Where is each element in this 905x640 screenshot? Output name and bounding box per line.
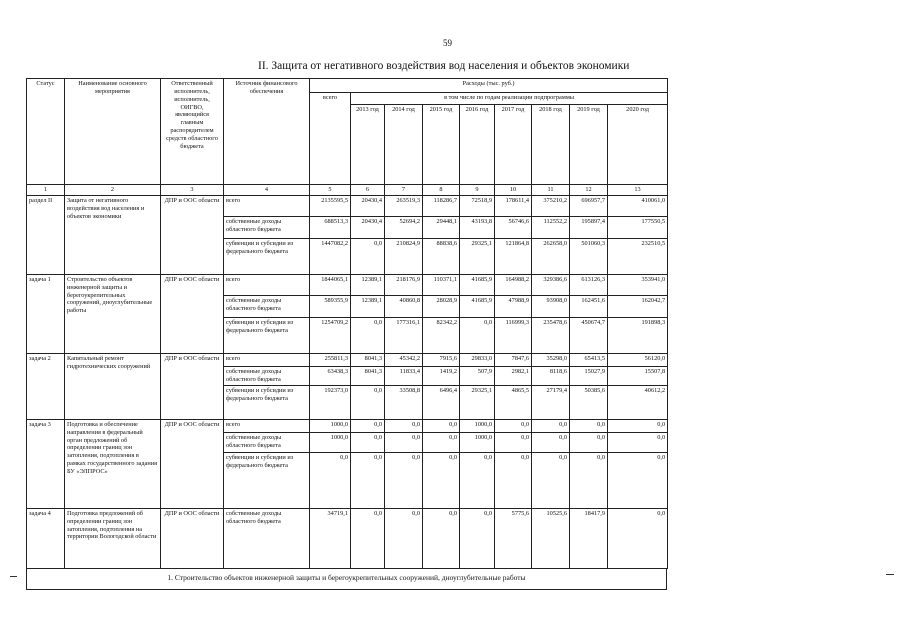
- executor-cell: ДПР и ООС области: [161, 353, 224, 419]
- year-value-cell: 18417,9: [570, 508, 608, 568]
- year-value-cell: 177316,1: [385, 317, 423, 353]
- year-value-cell: 0,0: [608, 432, 668, 452]
- year-value-cell: 88838,6: [423, 238, 460, 274]
- year-value-cell: 50385,6: [570, 385, 608, 419]
- year-value-cell: 0,0: [532, 452, 570, 508]
- header-total: всего: [310, 93, 351, 185]
- total-value-cell: 1000,0: [310, 432, 351, 452]
- year-value-cell: 0,0: [423, 452, 460, 508]
- column-number: 13: [608, 185, 668, 196]
- header-year: 2015 год: [423, 105, 460, 185]
- column-number: 7: [385, 185, 423, 196]
- column-number: 10: [495, 185, 532, 196]
- header-year: 2019 год: [570, 105, 608, 185]
- source-cell: собственные доходы областного бюджета: [224, 216, 310, 238]
- year-value-cell: 0,0: [351, 385, 385, 419]
- year-value-cell: 116999,3: [495, 317, 532, 353]
- year-value-cell: 162451,6: [570, 295, 608, 317]
- year-value-cell: 0,0: [495, 432, 532, 452]
- year-value-cell: 0,0: [351, 317, 385, 353]
- header-year: 2013 год: [351, 105, 385, 185]
- year-value-cell: 29448,1: [423, 216, 460, 238]
- year-value-cell: 35298,0: [532, 353, 570, 366]
- year-value-cell: 29325,1: [460, 385, 495, 419]
- year-value-cell: 501060,3: [570, 238, 608, 274]
- year-value-cell: 0,0: [608, 508, 668, 568]
- year-value-cell: 112552,2: [532, 216, 570, 238]
- year-value-cell: 93908,0: [532, 295, 570, 317]
- source-cell: всего: [224, 274, 310, 295]
- page-number: 59: [443, 38, 452, 48]
- column-number: 6: [351, 185, 385, 196]
- year-value-cell: 613126,3: [570, 274, 608, 295]
- year-value-cell: 8041,3: [351, 353, 385, 366]
- event-name-cell: Подготовка и обеспечение направления в федеральный орган предложений об определении границ зон затопления, подтопления в рамках государственного задания БУ «ЭЛПРОС»: [65, 419, 161, 508]
- header-expenses: Расходы (тыс. руб.): [310, 79, 668, 93]
- source-cell: всего: [224, 195, 310, 216]
- source-cell: всего: [224, 419, 310, 432]
- year-value-cell: 1000,0: [460, 432, 495, 452]
- source-cell: собственные доходы областного бюджета: [224, 432, 310, 452]
- year-value-cell: 41685,9: [460, 274, 495, 295]
- header-main-event: Наименование основного мероприятия: [65, 79, 161, 185]
- column-number: 5: [310, 185, 351, 196]
- year-value-cell: 0,0: [460, 508, 495, 568]
- year-value-cell: 0,0: [532, 432, 570, 452]
- year-value-cell: 0,0: [608, 452, 668, 508]
- total-value-cell: 1844065,1: [310, 274, 351, 295]
- year-value-cell: 177550,5: [608, 216, 668, 238]
- year-value-cell: 12389,1: [351, 295, 385, 317]
- column-number: 1: [27, 185, 65, 196]
- year-value-cell: 1419,2: [423, 366, 460, 385]
- year-value-cell: 20430,4: [351, 195, 385, 216]
- year-value-cell: 43193,8: [460, 216, 495, 238]
- status-cell: раздел II: [27, 195, 65, 274]
- column-number: 4: [224, 185, 310, 196]
- year-value-cell: 56746,6: [495, 216, 532, 238]
- year-value-cell: 15027,9: [570, 366, 608, 385]
- total-value-cell: 34719,1: [310, 508, 351, 568]
- year-value-cell: 218176,9: [385, 274, 423, 295]
- year-value-cell: 5775,6: [495, 508, 532, 568]
- year-value-cell: 41685,9: [460, 295, 495, 317]
- column-number: 11: [532, 185, 570, 196]
- year-value-cell: 82342,2: [423, 317, 460, 353]
- year-value-cell: 0,0: [423, 419, 460, 432]
- footer-row: 1. Строительство объектов инженерной защиты и берегоукрепительных сооружений, дноуглубительные работы: [26, 568, 667, 590]
- table-row: [27, 508, 668, 568]
- source-cell: субвенции и субсидии из федерального бюджета: [224, 452, 310, 508]
- column-number: 3: [161, 185, 224, 196]
- header-status: Статус: [27, 79, 65, 185]
- column-number: 9: [460, 185, 495, 196]
- executor-cell: ДПР и ООС области: [161, 508, 224, 568]
- executor-cell: ДПР и ООС области: [161, 274, 224, 353]
- total-value-cell: 1254709,2: [310, 317, 351, 353]
- year-value-cell: 7847,6: [495, 353, 532, 366]
- year-value-cell: 65413,5: [570, 353, 608, 366]
- year-value-cell: 4865,5: [495, 385, 532, 419]
- year-value-cell: 210824,9: [385, 238, 423, 274]
- column-number: 12: [570, 185, 608, 196]
- year-value-cell: 195897,4: [570, 216, 608, 238]
- total-value-cell: 255811,3: [310, 353, 351, 366]
- table-row: [27, 353, 668, 366]
- year-value-cell: 47988,9: [495, 295, 532, 317]
- table-header: [27, 79, 668, 196]
- year-value-cell: 110371,1: [423, 274, 460, 295]
- event-name-cell: Защита от негативного воздействия вод населения и объектов экономики: [65, 195, 161, 274]
- year-value-cell: 28028,9: [423, 295, 460, 317]
- header-year: 2014 год: [385, 105, 423, 185]
- year-value-cell: 10525,6: [532, 508, 570, 568]
- year-value-cell: 0,0: [385, 432, 423, 452]
- year-value-cell: 40860,8: [385, 295, 423, 317]
- header-by-years: в том числе по годам реализации подпрограммы: [351, 93, 668, 105]
- year-value-cell: 12389,1: [351, 274, 385, 295]
- source-cell: субвенции и субсидии из федерального бюджета: [224, 385, 310, 419]
- source-cell: субвенции и субсидии из федерального бюджета: [224, 238, 310, 274]
- year-value-cell: 0,0: [351, 432, 385, 452]
- header-year: 2017 год: [495, 105, 532, 185]
- year-value-cell: 7915,6: [423, 353, 460, 366]
- year-value-cell: 329386,6: [532, 274, 570, 295]
- status-cell: задача 1: [27, 274, 65, 353]
- executor-cell: ДПР и ООС области: [161, 195, 224, 274]
- source-cell: субвенции и субсидии из федерального бюджета: [224, 317, 310, 353]
- year-value-cell: 0,0: [423, 432, 460, 452]
- table-row: [27, 274, 668, 295]
- year-value-cell: 232510,5: [608, 238, 668, 274]
- status-cell: задача 2: [27, 353, 65, 419]
- year-value-cell: 118286,7: [423, 195, 460, 216]
- year-value-cell: 0,0: [495, 419, 532, 432]
- year-value-cell: 1000,0: [460, 419, 495, 432]
- source-cell: собственные доходы областного бюджета: [224, 295, 310, 317]
- year-value-cell: 0,0: [570, 419, 608, 432]
- total-value-cell: 2135595,5: [310, 195, 351, 216]
- source-cell: собственные доходы областного бюджета: [224, 366, 310, 385]
- header-executor: Ответственный исполнитель, исполнитель, ОИГВО, являющийся главным распорядителем средств областного бюджета: [161, 79, 224, 185]
- source-cell: всего: [224, 353, 310, 366]
- year-value-cell: 0,0: [532, 419, 570, 432]
- year-value-cell: 235478,6: [532, 317, 570, 353]
- table-body: [27, 195, 668, 568]
- edge-mark-right: [886, 574, 894, 575]
- year-value-cell: 0,0: [460, 452, 495, 508]
- status-cell: задача 3: [27, 419, 65, 508]
- year-value-cell: 0,0: [385, 508, 423, 568]
- year-value-cell: 0,0: [351, 238, 385, 274]
- year-value-cell: 8118,6: [532, 366, 570, 385]
- table-row: [27, 195, 668, 216]
- year-value-cell: 15507,8: [608, 366, 668, 385]
- year-value-cell: 162042,7: [608, 295, 668, 317]
- year-value-cell: 11833,4: [385, 366, 423, 385]
- year-value-cell: 72518,9: [460, 195, 495, 216]
- year-value-cell: 0,0: [423, 508, 460, 568]
- year-value-cell: 450674,7: [570, 317, 608, 353]
- year-value-cell: 263519,3: [385, 195, 423, 216]
- year-value-cell: 0,0: [460, 317, 495, 353]
- year-value-cell: 40612,2: [608, 385, 668, 419]
- header-year: 2020 год: [608, 105, 668, 185]
- expenses-table: [26, 78, 668, 569]
- total-value-cell: 63438,3: [310, 366, 351, 385]
- column-number: 2: [65, 185, 161, 196]
- year-value-cell: 410061,0: [608, 195, 668, 216]
- year-value-cell: 6496,4: [423, 385, 460, 419]
- year-value-cell: 353941,0: [608, 274, 668, 295]
- table-row: [27, 419, 668, 432]
- year-value-cell: 191898,3: [608, 317, 668, 353]
- status-cell: задача 4: [27, 508, 65, 568]
- year-value-cell: 0,0: [385, 419, 423, 432]
- event-name-cell: Подготовка предложений об определении границ зон затопления, подтопления на территории Вологодской области: [65, 508, 161, 568]
- year-value-cell: 56120,0: [608, 353, 668, 366]
- header-year: 2016 год: [460, 105, 495, 185]
- header-year: 2018 год: [532, 105, 570, 185]
- total-value-cell: 192373,0: [310, 385, 351, 419]
- year-value-cell: 0,0: [385, 452, 423, 508]
- column-number: 8: [423, 185, 460, 196]
- executor-cell: ДПР и ООС области: [161, 419, 224, 508]
- event-name-cell: Капитальный ремонт гидротехнических сооружений: [65, 353, 161, 419]
- total-value-cell: 1447082,2: [310, 238, 351, 274]
- year-value-cell: 27179,4: [532, 385, 570, 419]
- year-value-cell: 121864,8: [495, 238, 532, 274]
- year-value-cell: 29833,0: [460, 353, 495, 366]
- total-value-cell: 1000,0: [310, 419, 351, 432]
- year-value-cell: 507,9: [460, 366, 495, 385]
- year-value-cell: 375210,2: [532, 195, 570, 216]
- year-value-cell: 8041,3: [351, 366, 385, 385]
- year-value-cell: 2982,1: [495, 366, 532, 385]
- total-value-cell: 688513,3: [310, 216, 351, 238]
- year-value-cell: 0,0: [570, 432, 608, 452]
- year-value-cell: 0,0: [570, 452, 608, 508]
- year-value-cell: 20430,4: [351, 216, 385, 238]
- total-value-cell: 0,0: [310, 452, 351, 508]
- year-value-cell: 33508,8: [385, 385, 423, 419]
- event-name-cell: Строительство объектов инженерной защиты и берегоукрепительных сооружений, дноуглубительные работы: [65, 274, 161, 353]
- year-value-cell: 164988,2: [495, 274, 532, 295]
- year-value-cell: 0,0: [351, 508, 385, 568]
- year-value-cell: 52694,2: [385, 216, 423, 238]
- year-value-cell: 0,0: [608, 419, 668, 432]
- edge-mark-left: [10, 576, 17, 577]
- year-value-cell: 29325,1: [460, 238, 495, 274]
- year-value-cell: 0,0: [495, 452, 532, 508]
- source-cell: собственные доходы областного бюджета: [224, 508, 310, 568]
- total-value-cell: 589355,9: [310, 295, 351, 317]
- page-title: II. Защита от негативного воздействия вод населения и объектов экономики: [258, 60, 630, 72]
- year-value-cell: 0,0: [351, 419, 385, 432]
- header-source: Источник финансового обеспечения: [224, 79, 310, 185]
- year-value-cell: 0,0: [351, 452, 385, 508]
- year-value-cell: 178611,4: [495, 195, 532, 216]
- year-value-cell: 696957,7: [570, 195, 608, 216]
- year-value-cell: 262658,0: [532, 238, 570, 274]
- year-value-cell: 45342,2: [385, 353, 423, 366]
